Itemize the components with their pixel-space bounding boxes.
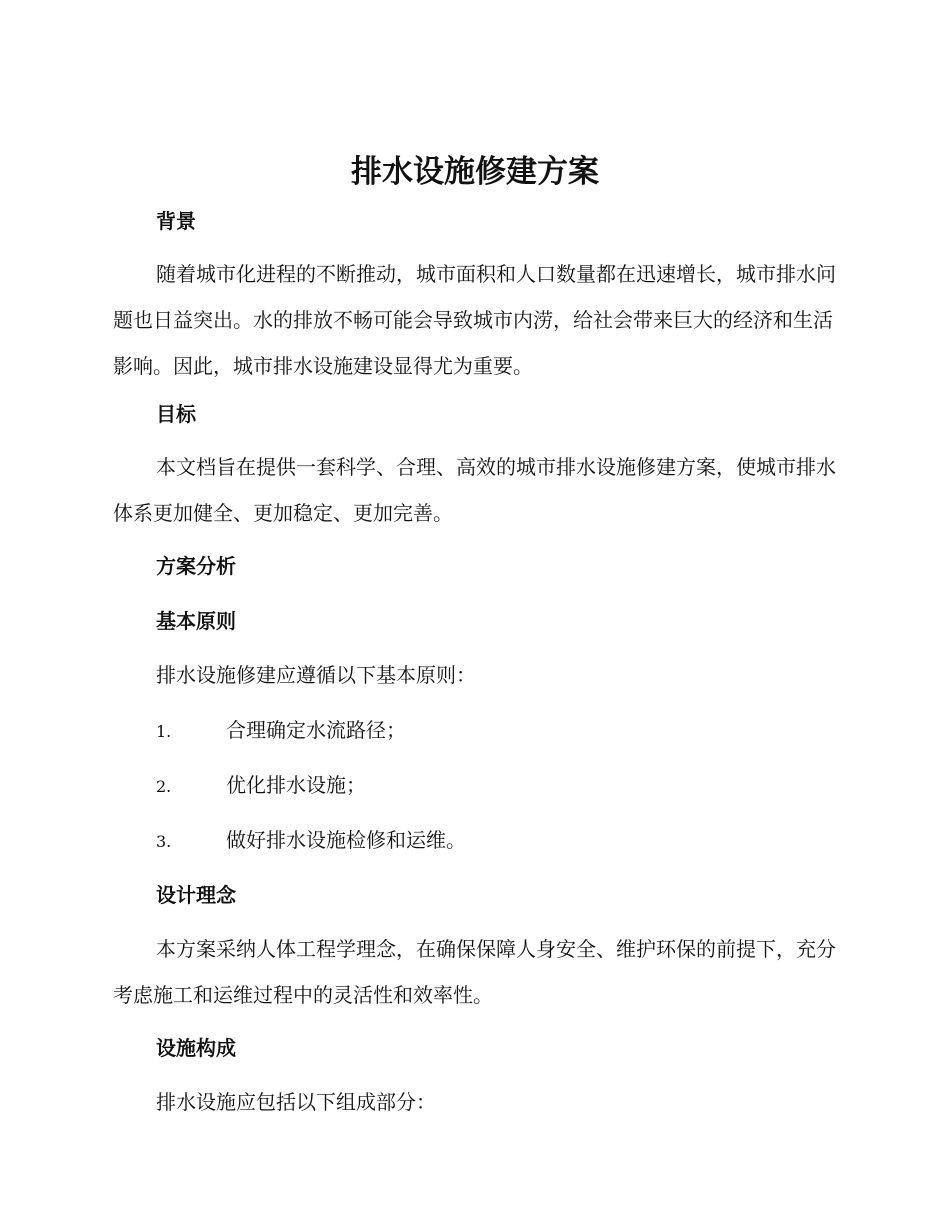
list-item xyxy=(156,770,366,802)
heading-design: 设计理念 xyxy=(156,883,236,907)
list-text: 优化排水设施； xyxy=(226,773,366,797)
document-title: 排水设施修建方案 xyxy=(351,154,599,190)
composition-intro: 排水设施应包括以下组成部分： xyxy=(156,1090,436,1114)
list-number: 2. xyxy=(156,777,172,796)
list-item xyxy=(156,715,406,747)
paragraph-background: 随着城市化进程的不断推动，城市面积和人口数量都在迅速增长，城市排水问题也日益突出。水的排放不畅可能会导致城市内涝，给社会带来巨大的经济和生活影响。因此，城市排水设施建设显得尤为重要。 xyxy=(113,262,836,378)
paragraph-goal: 本文档旨在提供一套科学、合理、高效的城市排水设施修建方案，使城市排水体系更加健全、更加稳定、更加完善。 xyxy=(113,455,836,525)
list-text: 做好排水设施检修和运维。 xyxy=(226,828,466,852)
list-text: 合理确定水流路径； xyxy=(226,718,406,742)
heading-background: 背景 xyxy=(156,209,196,233)
list-item xyxy=(156,825,466,857)
heading-analysis: 方案分析 xyxy=(156,554,236,578)
heading-goal: 目标 xyxy=(156,402,196,426)
principles-intro: 排水设施修建应遵循以下基本原则： xyxy=(156,663,476,687)
heading-principles: 基本原则 xyxy=(156,609,236,633)
list-number: 3. xyxy=(156,832,172,851)
list-number: 1. xyxy=(156,722,172,741)
heading-composition: 设施构成 xyxy=(156,1036,236,1060)
paragraph-design: 本方案采纳人体工程学理念，在确保保障人身安全、维护环保的前提下，充分考虑施工和运维过程中的灵活性和效率性。 xyxy=(113,937,836,1007)
